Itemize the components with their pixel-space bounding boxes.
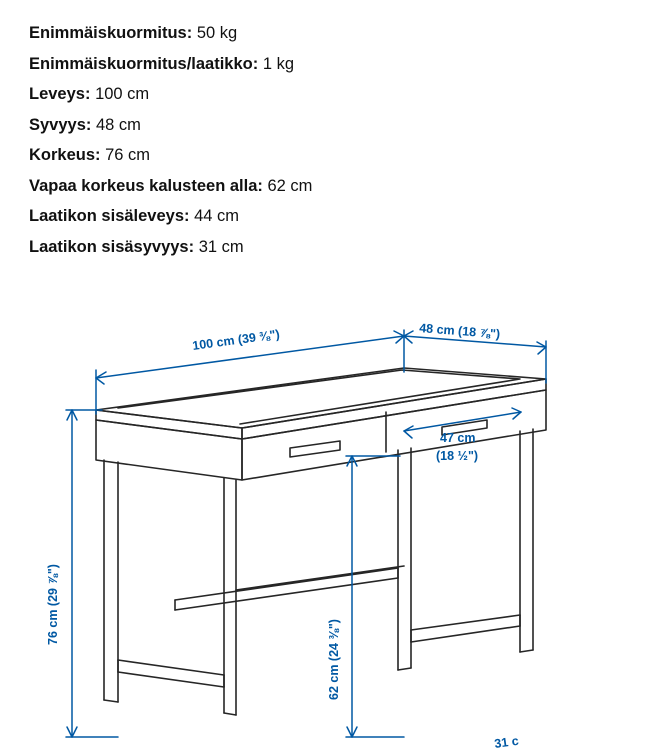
spec-label: Enimmäiskuormitus: bbox=[29, 24, 193, 42]
spec-value: 50 kg bbox=[196, 24, 238, 42]
spec-value: 76 cm bbox=[105, 146, 151, 164]
spec-row bbox=[29, 18, 629, 49]
spec-label: Laatikon sisäsyvyys: bbox=[29, 237, 195, 256]
label-height: 76 cm (29 ⅞") bbox=[46, 564, 60, 645]
spec-label: Syvyys: bbox=[29, 115, 92, 134]
spec-label: Leveys: bbox=[29, 85, 91, 103]
label-width-top: 100 cm (39 ⅜") bbox=[191, 327, 281, 353]
spec-row bbox=[29, 232, 629, 263]
label-partial-bottom: 31 c bbox=[493, 733, 520, 751]
spec-row bbox=[29, 79, 629, 110]
spec-value: 100 cm bbox=[95, 85, 150, 103]
spec-value: 44 cm bbox=[194, 207, 240, 225]
spec-row bbox=[29, 201, 629, 232]
spec-value: 31 cm bbox=[198, 237, 244, 256]
label-inner-width: 47 cm bbox=[440, 431, 476, 445]
spec-label: Enimmäiskuormitus/laatikko: bbox=[29, 54, 259, 73]
label-inner-width-imperial: (18 ½") bbox=[436, 449, 479, 463]
spec-row bbox=[29, 171, 629, 202]
spec-row bbox=[29, 140, 629, 171]
spec-value: 1 kg bbox=[262, 54, 295, 73]
spec-label: Vapaa korkeus kalusteen alla: bbox=[29, 176, 263, 195]
spec-label: Korkeus: bbox=[29, 146, 101, 164]
desk-dimension-diagram bbox=[0, 300, 667, 753]
spec-value: 48 cm bbox=[95, 115, 141, 134]
spec-row bbox=[29, 49, 629, 80]
spec-row bbox=[29, 110, 629, 141]
spec-label: Laatikon sisäleveys: bbox=[29, 207, 190, 225]
spec-value: 62 cm bbox=[267, 176, 313, 195]
desk-illustration bbox=[96, 368, 546, 715]
specifications-list bbox=[29, 18, 629, 262]
label-clearance: 62 cm (24 ⅜") bbox=[327, 619, 341, 700]
label-depth-top: 48 cm (18 ⅞") bbox=[418, 321, 501, 342]
